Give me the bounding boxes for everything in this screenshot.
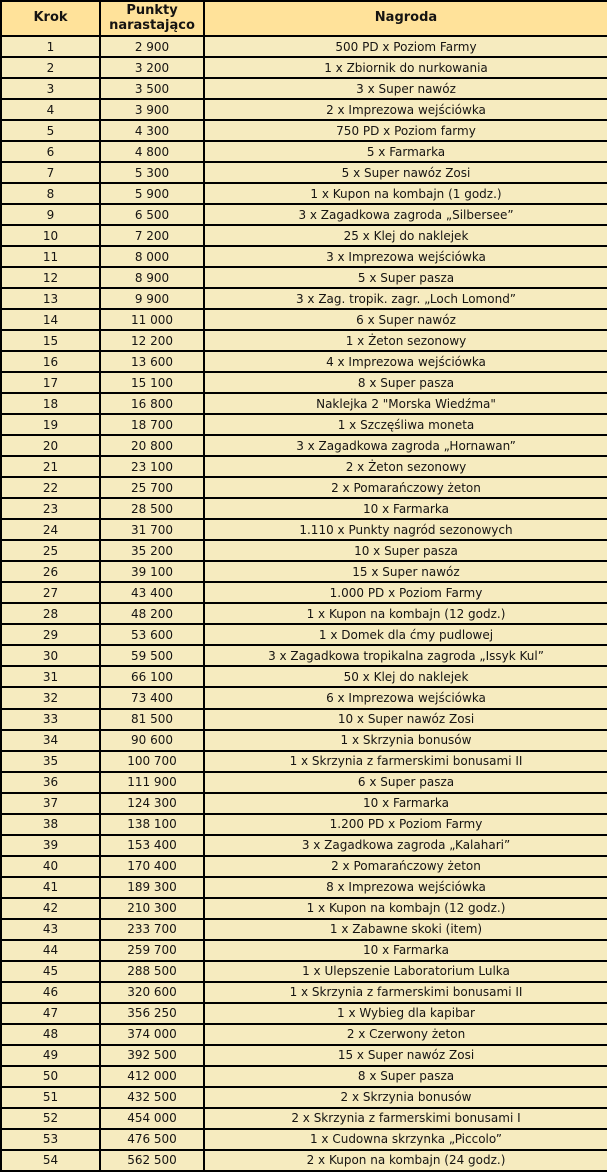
points-cell: 28 500 (100, 498, 204, 519)
step-cell: 46 (1, 982, 100, 1003)
reward-cell: 3 x Zagadkowa zagroda „Hornawan” (204, 435, 607, 456)
table-row (1, 57, 607, 78)
table-row (1, 645, 607, 666)
points-cell: 432 500 (100, 1087, 204, 1108)
step-cell: 11 (1, 246, 100, 267)
step-cell: 39 (1, 835, 100, 856)
step-cell: 54 (1, 1150, 100, 1171)
points-cell: 189 300 (100, 877, 204, 898)
reward-cell: 8 x Imprezowa wejściówka (204, 877, 607, 898)
step-cell: 40 (1, 856, 100, 877)
step-cell: 41 (1, 877, 100, 898)
table-row (1, 666, 607, 687)
step-cell: 50 (1, 1066, 100, 1087)
table-row (1, 1150, 607, 1171)
step-cell: 18 (1, 393, 100, 414)
table-row (1, 477, 607, 498)
reward-cell: 1 x Cudowna skrzynka „Piccolo” (204, 1129, 607, 1150)
reward-cell: 1 x Ulepszenie Laboratorium Lulka (204, 961, 607, 982)
table-row (1, 246, 607, 267)
points-cell: 43 400 (100, 582, 204, 603)
step-cell: 36 (1, 772, 100, 793)
reward-cell: 1 x Kupon na kombajn (12 godz.) (204, 898, 607, 919)
points-cell: 392 500 (100, 1045, 204, 1066)
step-cell: 21 (1, 456, 100, 477)
points-cell: 20 800 (100, 435, 204, 456)
step-cell: 3 (1, 78, 100, 99)
table-row (1, 1003, 607, 1024)
step-cell: 22 (1, 477, 100, 498)
step-cell: 28 (1, 603, 100, 624)
step-cell: 31 (1, 666, 100, 687)
reward-cell: 1 x Kupon na kombajn (12 godz.) (204, 603, 607, 624)
reward-cell: 1 x Szczęśliwa moneta (204, 414, 607, 435)
reward-cell: 10 x Farmarka (204, 498, 607, 519)
step-cell: 51 (1, 1087, 100, 1108)
reward-cell: 500 PD x Poziom Farmy (204, 36, 607, 57)
table-row (1, 603, 607, 624)
points-cell: 259 700 (100, 940, 204, 961)
column-header-cumulative-points: Punkty narastająco (100, 1, 204, 36)
points-cell: 4 300 (100, 120, 204, 141)
table-row (1, 267, 607, 288)
table-row (1, 751, 607, 772)
reward-cell: 8 x Super pasza (204, 372, 607, 393)
points-cell: 35 200 (100, 540, 204, 561)
table-row (1, 519, 607, 540)
reward-cell: 6 x Imprezowa wejściówka (204, 687, 607, 708)
reward-cell: 3 x Imprezowa wejściówka (204, 246, 607, 267)
reward-cell: 10 x Super pasza (204, 540, 607, 561)
table-row (1, 730, 607, 751)
step-cell: 9 (1, 204, 100, 225)
table-row (1, 919, 607, 940)
table-row (1, 36, 607, 57)
reward-cell: 1 x Skrzynia z farmerskimi bonusami II (204, 751, 607, 772)
table-row (1, 288, 607, 309)
step-cell: 20 (1, 435, 100, 456)
points-cell: 48 200 (100, 603, 204, 624)
points-cell: 3 900 (100, 99, 204, 120)
reward-cell: 2 x Żeton sezonowy (204, 456, 607, 477)
table-row (1, 183, 607, 204)
reward-cell: 1 x Domek dla ćmy pudlowej (204, 624, 607, 645)
reward-cell: 3 x Zagadkowa tropikalna zagroda „Issyk Kul” (204, 645, 607, 666)
step-cell: 19 (1, 414, 100, 435)
reward-cell: 1.200 PD x Poziom Farmy (204, 814, 607, 835)
table-row (1, 982, 607, 1003)
step-cell: 44 (1, 940, 100, 961)
points-cell: 23 100 (100, 456, 204, 477)
table-row (1, 709, 607, 730)
step-cell: 4 (1, 99, 100, 120)
step-cell: 52 (1, 1108, 100, 1129)
points-cell: 412 000 (100, 1066, 204, 1087)
points-cell: 11 000 (100, 309, 204, 330)
table-row (1, 162, 607, 183)
step-cell: 10 (1, 225, 100, 246)
points-cell: 210 300 (100, 898, 204, 919)
points-cell: 8 900 (100, 267, 204, 288)
table-row (1, 1129, 607, 1150)
step-cell: 53 (1, 1129, 100, 1150)
reward-cell: 2 x Imprezowa wejściówka (204, 99, 607, 120)
points-cell: 100 700 (100, 751, 204, 772)
reward-cell: 10 x Super nawóz Zosi (204, 709, 607, 730)
table-row (1, 204, 607, 225)
reward-cell: 6 x Super pasza (204, 772, 607, 793)
reward-cell: 8 x Super pasza (204, 1066, 607, 1087)
step-cell: 24 (1, 519, 100, 540)
column-header-reward: Nagroda (204, 1, 607, 36)
points-cell: 454 000 (100, 1108, 204, 1129)
step-cell: 32 (1, 687, 100, 708)
reward-cell: 750 PD x Poziom farmy (204, 120, 607, 141)
table-row (1, 351, 607, 372)
reward-cell: 3 x Zagadkowa zagroda „Silbersee” (204, 204, 607, 225)
table-row (1, 793, 607, 814)
step-cell: 23 (1, 498, 100, 519)
points-cell: 2 900 (100, 36, 204, 57)
points-cell: 4 800 (100, 141, 204, 162)
step-cell: 15 (1, 330, 100, 351)
table-row (1, 898, 607, 919)
points-cell: 124 300 (100, 793, 204, 814)
reward-cell: 2 x Skrzynia z farmerskimi bonusami I (204, 1108, 607, 1129)
points-cell: 81 500 (100, 709, 204, 730)
reward-cell: 1 x Skrzynia z farmerskimi bonusami II (204, 982, 607, 1003)
table-row (1, 1108, 607, 1129)
reward-cell: 3 x Zagadkowa zagroda „Kalahari” (204, 835, 607, 856)
reward-cell: 1.000 PD x Poziom Farmy (204, 582, 607, 603)
step-cell: 16 (1, 351, 100, 372)
points-cell: 18 700 (100, 414, 204, 435)
step-cell: 38 (1, 814, 100, 835)
step-cell: 26 (1, 561, 100, 582)
points-cell: 90 600 (100, 730, 204, 751)
step-cell: 35 (1, 751, 100, 772)
reward-cell: 1 x Skrzynia bonusów (204, 730, 607, 751)
points-cell: 5 300 (100, 162, 204, 183)
points-cell: 111 900 (100, 772, 204, 793)
points-cell: 3 200 (100, 57, 204, 78)
reward-cell: 3 x Super nawóz (204, 78, 607, 99)
step-cell: 43 (1, 919, 100, 940)
points-cell: 3 500 (100, 78, 204, 99)
step-cell: 37 (1, 793, 100, 814)
table-row (1, 961, 607, 982)
table-row (1, 372, 607, 393)
points-cell: 12 200 (100, 330, 204, 351)
table-body (1, 36, 607, 1171)
step-cell: 29 (1, 624, 100, 645)
table-row (1, 498, 607, 519)
reward-cell: 4 x Imprezowa wejściówka (204, 351, 607, 372)
step-cell: 13 (1, 288, 100, 309)
table-row (1, 1066, 607, 1087)
step-cell: 25 (1, 540, 100, 561)
header-row (1, 1, 607, 36)
step-cell: 42 (1, 898, 100, 919)
reward-cell: 1.110 x Punkty nagród sezonowych (204, 519, 607, 540)
points-cell: 5 900 (100, 183, 204, 204)
points-cell: 6 500 (100, 204, 204, 225)
table-row (1, 435, 607, 456)
table-header (1, 1, 607, 36)
step-cell: 30 (1, 645, 100, 666)
table-row (1, 309, 607, 330)
points-cell: 288 500 (100, 961, 204, 982)
table-row (1, 120, 607, 141)
reward-cell: 15 x Super nawóz Zosi (204, 1045, 607, 1066)
table-row (1, 940, 607, 961)
table-row (1, 835, 607, 856)
reward-cell: 1 x Zbiornik do nurkowania (204, 57, 607, 78)
points-cell: 153 400 (100, 835, 204, 856)
table-row (1, 330, 607, 351)
table-row (1, 456, 607, 477)
table-row (1, 1087, 607, 1108)
reward-cell: 15 x Super nawóz (204, 561, 607, 582)
points-cell: 374 000 (100, 1024, 204, 1045)
points-cell: 31 700 (100, 519, 204, 540)
points-cell: 16 800 (100, 393, 204, 414)
points-cell: 320 600 (100, 982, 204, 1003)
table-row (1, 393, 607, 414)
step-cell: 49 (1, 1045, 100, 1066)
column-header-step: Krok (1, 1, 100, 36)
reward-cell: 1 x Żeton sezonowy (204, 330, 607, 351)
points-cell: 170 400 (100, 856, 204, 877)
table-row (1, 540, 607, 561)
reward-cell: 1 x Kupon na kombajn (1 godz.) (204, 183, 607, 204)
step-cell: 27 (1, 582, 100, 603)
step-cell: 8 (1, 183, 100, 204)
table-row (1, 561, 607, 582)
points-cell: 59 500 (100, 645, 204, 666)
step-cell: 12 (1, 267, 100, 288)
table-row (1, 624, 607, 645)
table-row (1, 856, 607, 877)
points-cell: 66 100 (100, 666, 204, 687)
table-row (1, 414, 607, 435)
reward-cell: 10 x Farmarka (204, 940, 607, 961)
points-cell: 39 100 (100, 561, 204, 582)
points-cell: 73 400 (100, 687, 204, 708)
step-cell: 1 (1, 36, 100, 57)
reward-cell: 2 x Skrzynia bonusów (204, 1087, 607, 1108)
reward-cell: 5 x Super nawóz Zosi (204, 162, 607, 183)
points-cell: 15 100 (100, 372, 204, 393)
reward-cell: Naklejka 2 "Morska Wiedźma" (204, 393, 607, 414)
table-row (1, 877, 607, 898)
table-row (1, 225, 607, 246)
points-cell: 356 250 (100, 1003, 204, 1024)
reward-cell: 5 x Farmarka (204, 141, 607, 162)
reward-cell: 1 x Zabawne skoki (item) (204, 919, 607, 940)
reward-cell: 2 x Kupon na kombajn (24 godz.) (204, 1150, 607, 1171)
step-cell: 48 (1, 1024, 100, 1045)
points-cell: 25 700 (100, 477, 204, 498)
table-row (1, 582, 607, 603)
step-cell: 17 (1, 372, 100, 393)
reward-cell: 2 x Czerwony żeton (204, 1024, 607, 1045)
points-cell: 562 500 (100, 1150, 204, 1171)
table-row (1, 141, 607, 162)
reward-cell: 2 x Pomarańczowy żeton (204, 477, 607, 498)
reward-cell: 5 x Super pasza (204, 267, 607, 288)
step-cell: 2 (1, 57, 100, 78)
table-row (1, 687, 607, 708)
reward-cell: 2 x Pomarańczowy żeton (204, 856, 607, 877)
step-cell: 45 (1, 961, 100, 982)
points-cell: 9 900 (100, 288, 204, 309)
step-cell: 47 (1, 1003, 100, 1024)
step-cell: 34 (1, 730, 100, 751)
step-cell: 33 (1, 709, 100, 730)
points-cell: 7 200 (100, 225, 204, 246)
table-row (1, 78, 607, 99)
table-row (1, 99, 607, 120)
table-row (1, 772, 607, 793)
reward-cell: 1 x Wybieg dla kapibar (204, 1003, 607, 1024)
table-row (1, 814, 607, 835)
step-cell: 14 (1, 309, 100, 330)
reward-cell: 3 x Zag. tropik. zagr. „Loch Lomond” (204, 288, 607, 309)
reward-cell: 50 x Klej do naklejek (204, 666, 607, 687)
step-cell: 6 (1, 141, 100, 162)
table-row (1, 1024, 607, 1045)
points-cell: 8 000 (100, 246, 204, 267)
points-cell: 53 600 (100, 624, 204, 645)
points-cell: 13 600 (100, 351, 204, 372)
points-cell: 476 500 (100, 1129, 204, 1150)
table-row (1, 1045, 607, 1066)
points-cell: 233 700 (100, 919, 204, 940)
step-cell: 7 (1, 162, 100, 183)
points-cell: 138 100 (100, 814, 204, 835)
reward-cell: 10 x Farmarka (204, 793, 607, 814)
reward-cell: 25 x Klej do naklejek (204, 225, 607, 246)
reward-cell: 6 x Super nawóz (204, 309, 607, 330)
step-cell: 5 (1, 120, 100, 141)
